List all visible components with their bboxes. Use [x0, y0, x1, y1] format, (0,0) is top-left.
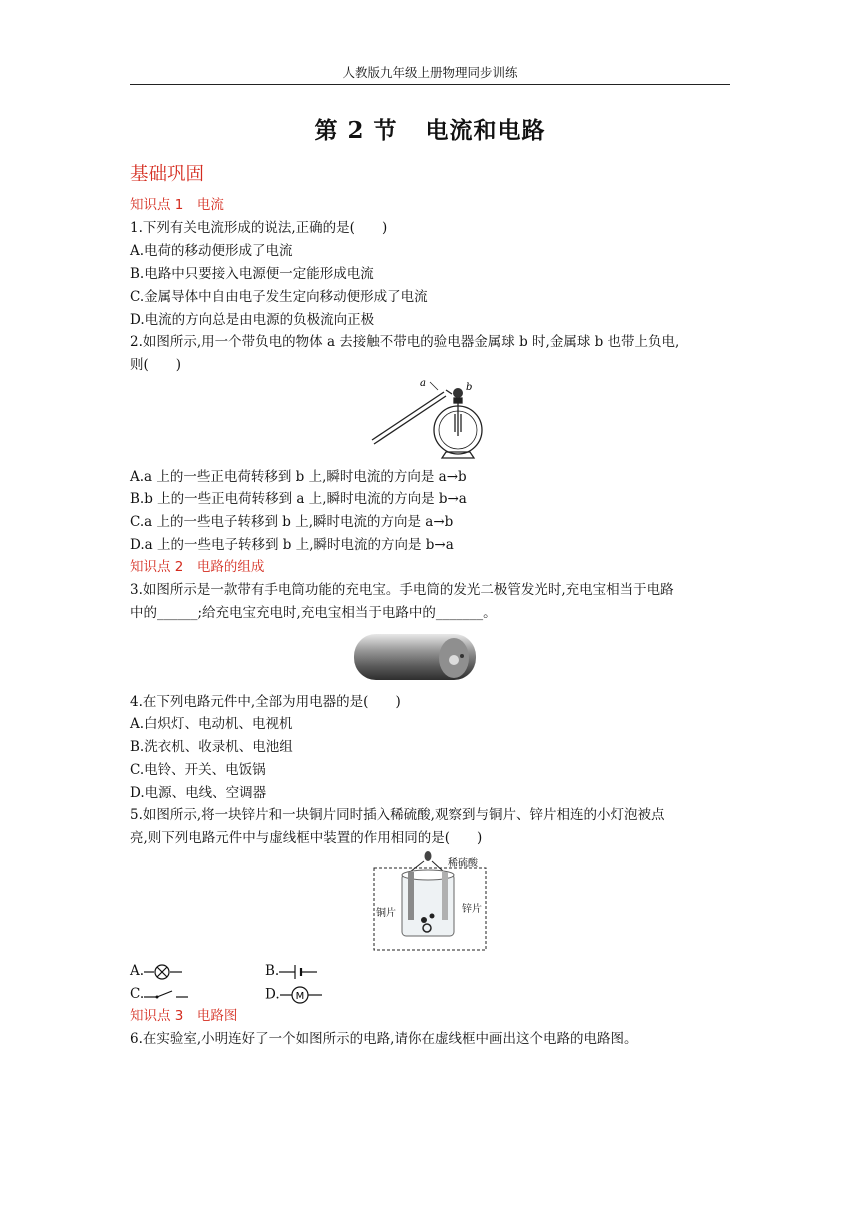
q2-option-d: D.a 上的一些电子转移到 b 上,瞬时电流的方向是 b→a	[130, 537, 454, 553]
flashlight-led	[449, 655, 459, 665]
label-b: b	[466, 382, 473, 393]
q5-option-c	[130, 986, 190, 1003]
knowledge-point-2: 知识点 2 电路的组成	[130, 559, 265, 575]
page-title	[130, 112, 730, 145]
q5-option-c-label: C.	[130, 986, 145, 1002]
q2-option-a: A.a 上的一些正电荷转移到 b 上,瞬时电流的方向是 a→b	[130, 469, 467, 485]
q5-option-d-label: D.	[265, 986, 280, 1003]
q5-option-a-label: A.	[130, 963, 145, 979]
q5-option-d	[265, 986, 324, 1004]
q4-stem: 4.在下列电路元件中,全部为用电器的是( )	[130, 694, 401, 710]
q2-option-b: B.b 上的一些正电荷转移到 a 上,瞬时电流的方向是 b→a	[130, 491, 467, 507]
label-dilute-sulfuric-acid: 稀硫酸	[448, 858, 478, 869]
q2-stem-line1: 2.如图所示,用一个带负电的物体 a 去接触不带电的验电器金属球 b 时,金属球 b 也带上负电,	[130, 334, 680, 350]
knowledge-point-3: 知识点 3 电路图	[130, 1008, 238, 1024]
q1-option-a: A.电荷的移动便形成了电流	[130, 243, 293, 259]
copper-plate	[408, 872, 414, 920]
q3-line1: 3.如图所示是一款带有手电筒功能的充电宝。手电筒的发光二极管发光时,充电宝相当于电路	[130, 582, 674, 598]
q4-option-a: A.白炽灯、电动机、电视机	[130, 716, 293, 732]
label-copper-plate: 铜片	[376, 908, 396, 919]
q5-option-b	[265, 963, 319, 980]
q5-option-a	[130, 963, 184, 980]
metal-ball-b	[453, 388, 463, 398]
page-header: 人教版九年级上册物理同步训练	[342, 65, 518, 80]
q3-line2: 中的______;给充电宝充电时,充电宝相当于电路中的_______。	[130, 605, 497, 621]
q1-option-b: B.电路中只要接入电源便一定能形成电流	[130, 266, 374, 282]
q2-stem-line2: 则( )	[130, 357, 182, 373]
label-a: a	[420, 378, 426, 389]
switch-symbol-icon	[144, 987, 190, 1003]
motor-letter: M	[295, 991, 304, 1002]
knowledge-point-1: 知识点 1 电流	[130, 197, 224, 213]
header-rule	[130, 84, 730, 85]
galvanic-cell-figure	[372, 848, 488, 952]
label-zinc-plate: 锌片	[462, 904, 482, 915]
q1-stem: 1.下列有关电流形成的说法,正确的是( )	[130, 220, 388, 236]
battery-symbol-icon	[279, 964, 319, 980]
q6-stem: 6.在实验室,小明连好了一个如图所示的电路,请你在虚线框中画出这个电路的电路图。	[130, 1031, 638, 1047]
q5-line2: 亮,则下列电路元件中与虚线框中装置的作用相同的是( )	[130, 830, 483, 846]
q4-option-b: B.洗衣机、收录机、电池组	[130, 739, 293, 755]
small-bulb	[425, 851, 432, 861]
power-bank-figure	[350, 628, 484, 688]
q5-line1: 5.如图所示,将一块锌片和一块铜片同时插入稀硫酸,观察到与铜片、锌片相连的小灯泡被点	[130, 807, 665, 823]
q4-option-d: D.电源、电线、空调器	[130, 785, 267, 801]
electroscope-base	[442, 452, 474, 458]
q4-option-c: C.电铃、开关、电饭锅	[130, 762, 266, 778]
q1-option-d: D.电流的方向总是由电源的负极流向正极	[130, 312, 375, 328]
title-section: 第 2 节	[314, 117, 398, 144]
title-name: 电流和电路	[425, 117, 546, 144]
zinc-plate	[442, 872, 448, 920]
section-heading: 基础巩固	[130, 164, 205, 185]
q1-option-c: C.金属导体中自由电子发生定向移动便形成了电流	[130, 289, 428, 305]
q2-option-c: C.a 上的一些电子转移到 b 上,瞬时电流的方向是 a→b	[130, 514, 454, 530]
charged-rod	[372, 392, 444, 440]
motor-symbol-icon	[280, 986, 324, 1004]
electroscope-figure	[368, 378, 504, 462]
lamp-symbol-icon	[144, 964, 184, 980]
q5-option-b-label: B.	[265, 963, 280, 979]
